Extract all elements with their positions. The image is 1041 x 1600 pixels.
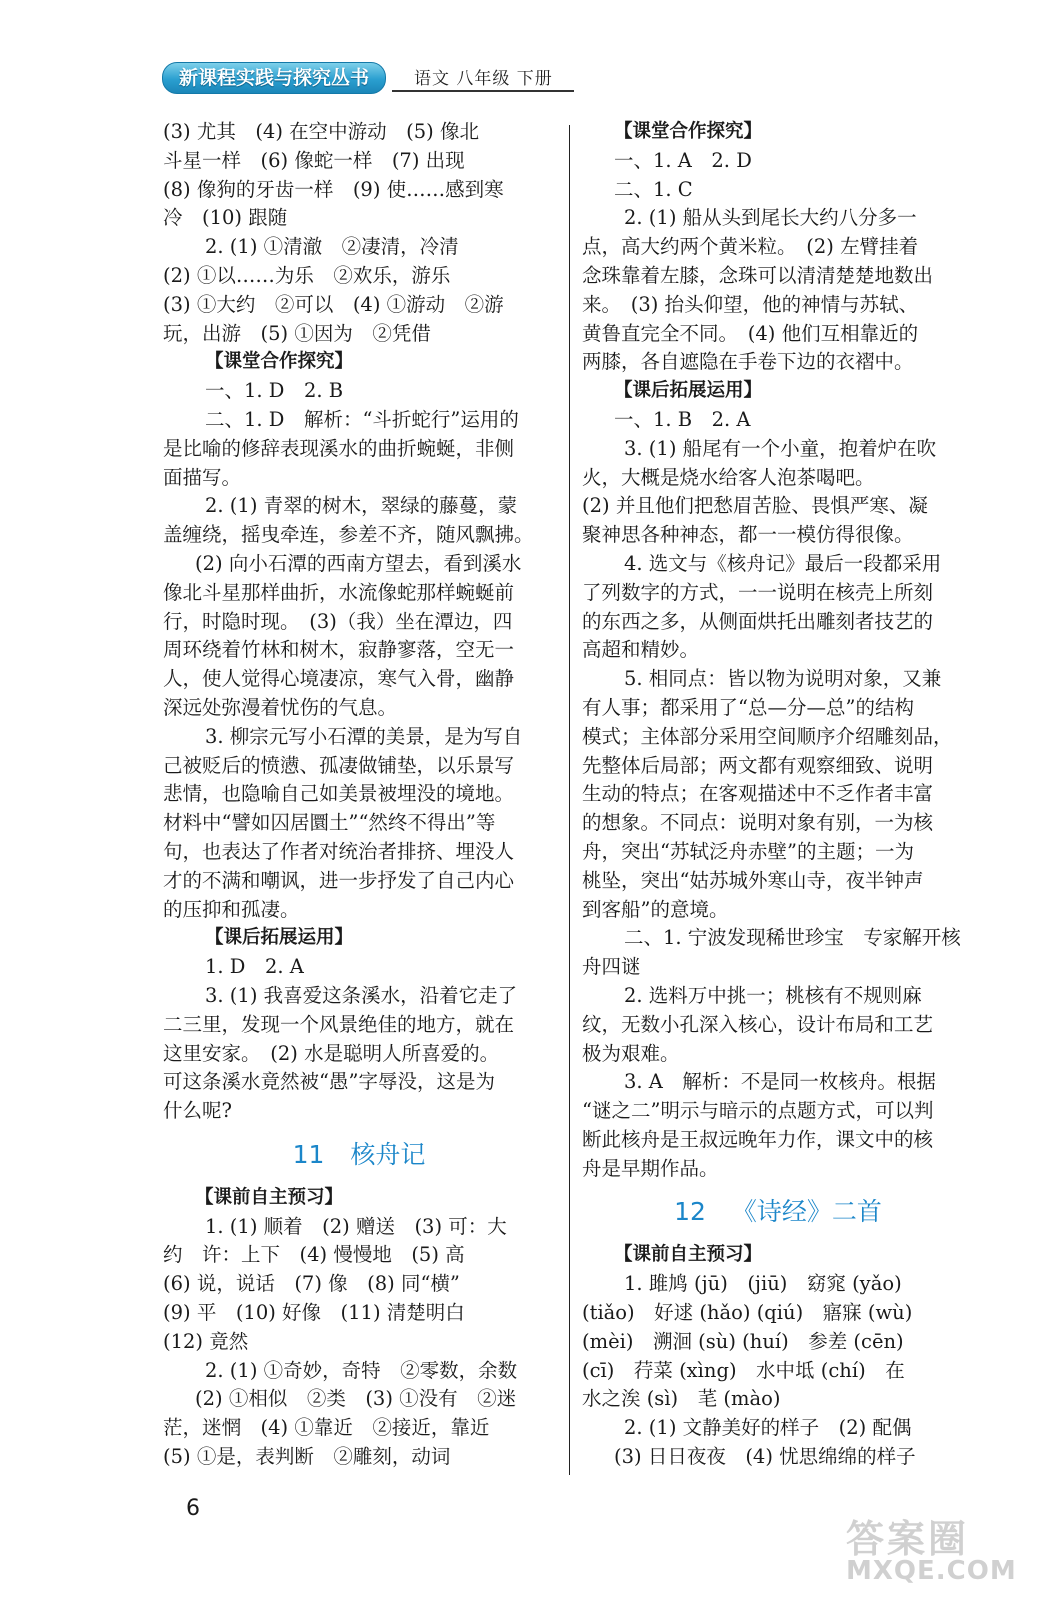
text-line: 这里安家。 (2) 水是聪明人所喜爱的。 <box>163 1041 500 1065</box>
text-line: 2. (1) ①清澈 ②凄清，冷清 <box>205 235 459 259</box>
text-line: (3) 尤其 (4) 在空中游动 (5) 像北 <box>163 120 479 143</box>
text-line: 2. 选料万中挑一；桃核有不规则麻 <box>624 983 922 1007</box>
text-line: 的东西之多，从侧面烘托出雕刻者技艺的 <box>582 609 934 633</box>
text-line: 火，大概是烧水给客人泡茶喝吧。 <box>582 465 875 489</box>
text-line: (8) 像狗的牙齿一样 (9) 使……感到寒 <box>163 177 504 201</box>
text-line: 的想象。不同点：说明对象有别，一为核 <box>582 811 934 835</box>
text-line: 断此核舟是王叔远晚年力作，课文中的核 <box>582 1127 934 1151</box>
text-line: 3. (1) 船尾有一个小童，抱着炉在吹 <box>624 436 937 460</box>
text-line: 冷 (10) 跟随 <box>163 206 288 230</box>
lesson-12-title <box>582 1183 974 1241</box>
text-line: (2) 向小石潭的西南方望去，看到溪水 <box>195 551 522 575</box>
text-line: 二、1. D 解析：“斗折蛇行”运用的 <box>205 407 519 431</box>
text-line: (12) 竟然 <box>163 1329 249 1353</box>
text-line: 2. (1) 青翠的树木，翠绿的藤蔓，蒙 <box>205 494 518 518</box>
text-line: 先整体后局部；两文都有观察细致、说明 <box>582 753 934 777</box>
text-line: 1. (1) 顺着 (2) 赠送 (3) 可：大 <box>205 1214 507 1238</box>
text-line: 3. (1) 我喜爱这条溪水，沿着它走了 <box>205 983 518 1007</box>
text-line: “谜之二”明示与暗示的点题方式，可以判 <box>582 1099 934 1123</box>
lesson-title-text: 《诗经》二首 <box>731 1197 882 1227</box>
text-line: 1. 雎鸠 (jū) (jiū) 窈窕 (yǎo) <box>624 1272 902 1296</box>
text-line: 到客船”的意境。 <box>582 897 729 921</box>
section-heading: 【课堂合作探究】 <box>205 351 354 373</box>
watermark-url: MXQE.COM <box>846 1556 1017 1586</box>
right-column <box>582 118 974 1472</box>
column-divider <box>569 125 570 1475</box>
text-line: 2. (1) 船从头到尾长大约八分多一 <box>624 206 917 230</box>
watermark-text: 答案圈 <box>846 1517 970 1561</box>
section-heading: 【课堂合作探究】 <box>614 121 763 142</box>
text-line: 点，高大约两个黄米粒。 (2) 左臂挂着 <box>582 235 919 259</box>
text-line: 行，时隐时现。 (3)（我）坐在潭边，四 <box>163 609 513 633</box>
text-line: 水之涘 (sì) 芼 (mào) <box>582 1387 781 1411</box>
text-line: 是比喻的修辞表现溪水的曲折蜿蜒，非侧 <box>163 436 515 460</box>
text-line: 材料中“譬如囚居圜土”“然终不得出”等 <box>163 811 496 835</box>
text-line: 可这条溪水竟然被“愚”字辱没，这是为 <box>163 1070 495 1094</box>
text-line: 一、1. D 2. B <box>205 379 344 403</box>
text-line: (2) 并且他们把愁眉苦脸、畏惧严寒、凝 <box>582 494 928 518</box>
text-line: (cī) 荇菜 (xìng) 水中坻 (chí) 在 <box>582 1358 905 1382</box>
series-badge: 新课程实践与探究丛书 <box>162 62 386 94</box>
text-line: 有人事；都采用了“总—分—总”的结构 <box>582 695 914 719</box>
text-line: 4. 选文与《核舟记》最后一段都采用 <box>624 551 942 575</box>
text-line: 两膝，各自遮隐在手卷下边的衣褶中。 <box>582 350 914 374</box>
text-line: 舟，突出“苏轼泛舟赤壁”的主题；一为 <box>582 839 914 863</box>
text-line: 纹，无数小孔深入核心，设计布局和工艺 <box>582 1012 934 1036</box>
text-line: 模式；主体部分采用空间顺序介绍雕刻品， <box>582 724 953 748</box>
text-line: 二三里，发现一个风景绝佳的地方，就在 <box>163 1012 515 1036</box>
section-heading: 【课前自主预习】 <box>614 1244 763 1266</box>
lesson-title-text: 核舟记 <box>350 1139 426 1169</box>
text-line: (tiǎo) 好逑 (hǎo) (qiú) 寤寐 (wù) <box>582 1301 913 1325</box>
text-line: 的压抑和孤凄。 <box>163 897 300 921</box>
text-line: 人，使人觉得心境凄凉，寒气入骨，幽静 <box>163 667 515 691</box>
text-line: (2) ①以……为乐 ②欢乐，游乐 <box>163 263 451 287</box>
text-line: 像北斗星那样曲折，水流像蛇那样蜿蜒前 <box>163 580 515 604</box>
text-line: (9) 平 (10) 好像 (11) 清楚明白 <box>163 1301 465 1325</box>
section-heading: 【课前自主预习】 <box>195 1186 344 1208</box>
text-line: 斗星一样 (6) 像蛇一样 (7) 出现 <box>163 148 465 172</box>
text-line: 一、1. A 2. D <box>614 148 752 172</box>
lesson-11-title <box>163 1126 555 1184</box>
text-line: 二、1. C <box>614 177 693 201</box>
text-line: 2. (1) ①奇妙，奇特 ②零数，余数 <box>205 1358 518 1382</box>
text-line: 高超和精妙。 <box>582 638 700 662</box>
text-line: 舟四谜 <box>582 955 641 979</box>
text-line: 面描写。 <box>163 465 242 489</box>
text-line: 来。 (3) 抬头仰望，他的神情与苏轼、 <box>582 292 919 316</box>
text-line: 5. 相同点：皆以物为说明对象，又兼 <box>624 667 942 691</box>
watermark-logo <box>846 1508 1036 1596</box>
text-line: 2. (1) 文静美好的样子 (2) 配偶 <box>624 1416 912 1440</box>
text-line: 了列数字的方式，一一说明在核壳上所刻 <box>582 580 934 604</box>
text-line: (6) 说，说话 (7) 像 (8) 同“横” <box>163 1272 460 1296</box>
text-line: 茫，迷惘 (4) ①靠近 ②接近，靠近 <box>163 1416 490 1440</box>
text-line: 生动的特点；在客观描述中不乏作者丰富 <box>582 782 934 806</box>
subject-grade-label: 语文 八年级 下册 <box>414 69 553 89</box>
text-line: 黄鲁直完全不同。 (4) 他们互相靠近的 <box>582 321 919 345</box>
text-line: (5) ①是，表判断 ②雕刻，动词 <box>163 1445 451 1469</box>
text-line: 玩，出游 (5) ①因为 ②凭借 <box>163 321 431 345</box>
text-line: 一、1. B 2. A <box>614 407 751 431</box>
text-line: 才的不满和嘲讽，进一步抒发了自己内心 <box>163 868 515 892</box>
page-number: 6 <box>186 1496 200 1521</box>
text-line: 3. A 解析：不是同一枚核舟。根据 <box>624 1070 936 1094</box>
section-heading: 【课后拓展运用】 <box>205 927 354 949</box>
text-line: 极为艰难。 <box>582 1041 680 1065</box>
text-line: 己被贬后的愤懑、孤凄做铺垫，以乐景写 <box>163 753 515 777</box>
text-line: (3) 日日夜夜 (4) 忧思绵绵的样子 <box>614 1445 916 1469</box>
text-line: (2) ①相似 ②类 (3) ①没有 ②迷 <box>195 1387 517 1411</box>
section-heading: 【课后拓展运用】 <box>614 380 763 402</box>
text-line: 深远处弥漫着忧伤的气息。 <box>163 695 398 719</box>
text-line: 1. D 2. A <box>205 955 304 979</box>
text-line: 二、1. 宁波发现稀世珍宝 专家解开核 <box>624 926 961 950</box>
text-line: 舟是早期作品。 <box>582 1156 719 1180</box>
text-line: (mèi) 溯洄 (sù) (huí) 参差 (cēn) <box>582 1329 904 1353</box>
left-column <box>163 118 555 1472</box>
text-line: 桃坠，突出“姑苏城外寒山寺，夜半钟声 <box>582 868 924 892</box>
text-line: 聚神思各种神态，都一一模仿得很像。 <box>582 523 914 547</box>
header-rule <box>392 90 574 92</box>
text-line: 周环绕着竹林和树木，寂静寥落，空无一 <box>163 638 515 662</box>
lesson-number: 12 <box>674 1197 706 1227</box>
text-line: 什么呢? <box>163 1099 232 1123</box>
page-header <box>162 62 574 96</box>
lesson-number: 11 <box>292 1139 325 1169</box>
text-line: 约 许：上下 (4) 慢慢地 (5) 高 <box>163 1243 465 1267</box>
text-line: 盖缠绕，摇曳牵连，参差不齐，随风飘拂。 <box>163 523 534 547</box>
text-line: 句，也表达了作者对统治者排挤、埋没人 <box>163 839 515 863</box>
text-line: 悲情，也隐喻自己如美景被埋没的境地。 <box>163 782 515 806</box>
text-line: 念珠靠着左膝，念珠可以清清楚楚地数出 <box>582 263 934 287</box>
text-line: (3) ①大约 ②可以 (4) ①游动 ②游 <box>163 292 504 316</box>
text-line: 3. 柳宗元写小石潭的美景，是为写自 <box>205 724 523 748</box>
